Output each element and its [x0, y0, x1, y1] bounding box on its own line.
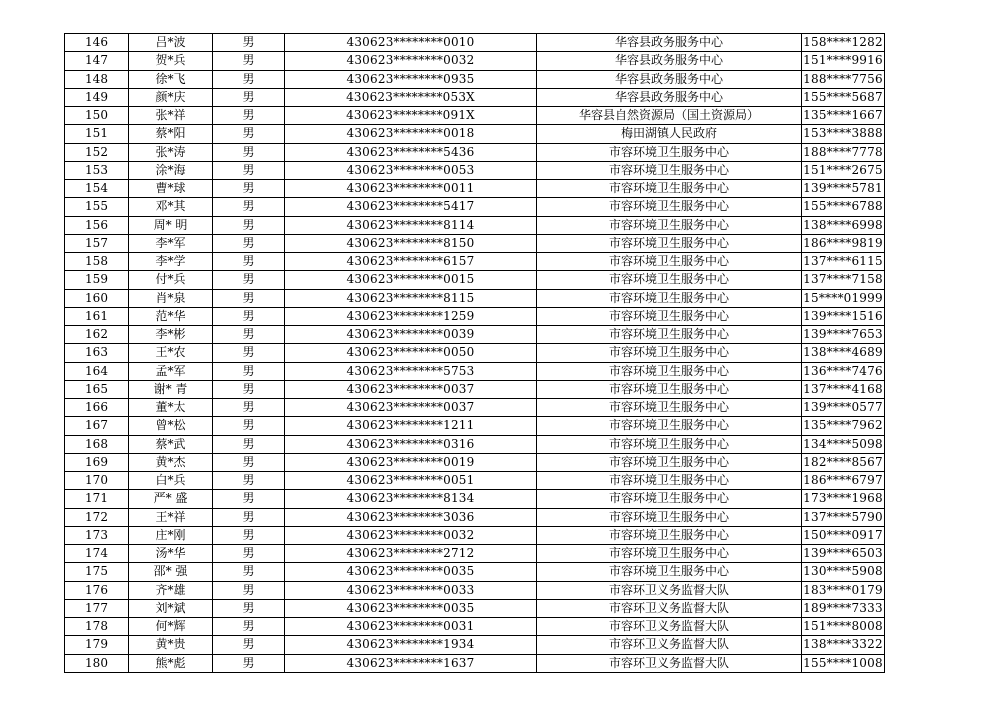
id-number-cell: 430623********0032	[285, 52, 537, 70]
gender-cell: 男	[213, 344, 285, 362]
name-cell: 肖*泉	[129, 289, 213, 307]
id-number-cell: 430623********0039	[285, 326, 537, 344]
organization-cell: 市容环境卫生服务中心	[537, 271, 802, 289]
gender-cell: 男	[213, 88, 285, 106]
name-cell: 吕*波	[129, 34, 213, 52]
phone-cell: 134****5098	[802, 435, 885, 453]
phone-cell: 150****0917	[802, 526, 885, 544]
roster-table-body	[65, 34, 885, 673]
name-cell: 何*辉	[129, 618, 213, 636]
gender-cell: 男	[213, 161, 285, 179]
id-number-cell: 430623********053X	[285, 88, 537, 106]
phone-cell: 183****0179	[802, 581, 885, 599]
table-row	[65, 599, 885, 617]
gender-cell: 男	[213, 70, 285, 88]
gender-cell: 男	[213, 234, 285, 252]
phone-cell: 151****9916	[802, 52, 885, 70]
gender-cell: 男	[213, 526, 285, 544]
phone-cell: 151****2675	[802, 161, 885, 179]
id-number-cell: 430623********0011	[285, 180, 537, 198]
organization-cell: 市容环境卫生服务中心	[537, 417, 802, 435]
row-number-cell: 170	[65, 472, 129, 490]
organization-cell: 市容环境卫生服务中心	[537, 508, 802, 526]
id-number-cell: 430623********0050	[285, 344, 537, 362]
name-cell: 汤*华	[129, 545, 213, 563]
phone-cell: 137****4168	[802, 380, 885, 398]
table-row	[65, 362, 885, 380]
name-cell: 董*太	[129, 399, 213, 417]
name-cell: 曹*球	[129, 180, 213, 198]
name-cell: 王*祥	[129, 508, 213, 526]
table-row	[65, 34, 885, 52]
id-number-cell: 430623********0010	[285, 34, 537, 52]
gender-cell: 男	[213, 180, 285, 198]
name-cell: 周* 明	[129, 216, 213, 234]
name-cell: 邵* 强	[129, 563, 213, 581]
table-row	[65, 654, 885, 672]
table-row	[65, 253, 885, 271]
table-row	[65, 399, 885, 417]
row-number-cell: 153	[65, 161, 129, 179]
id-number-cell: 430623********1211	[285, 417, 537, 435]
id-number-cell: 430623********8114	[285, 216, 537, 234]
name-cell: 黄*贵	[129, 636, 213, 654]
id-number-cell: 430623********0015	[285, 271, 537, 289]
phone-cell: 138****3322	[802, 636, 885, 654]
phone-cell: 186****6797	[802, 472, 885, 490]
id-number-cell: 430623********091X	[285, 107, 537, 125]
row-number-cell: 174	[65, 545, 129, 563]
table-row	[65, 435, 885, 453]
phone-cell: 137****6115	[802, 253, 885, 271]
name-cell: 严* 盛	[129, 490, 213, 508]
name-cell: 付*兵	[129, 271, 213, 289]
phone-cell: 138****6998	[802, 216, 885, 234]
name-cell: 贺*兵	[129, 52, 213, 70]
organization-cell: 市容环卫义务监督大队	[537, 581, 802, 599]
table-row	[65, 107, 885, 125]
id-number-cell: 430623********5436	[285, 143, 537, 161]
organization-cell: 市容环卫义务监督大队	[537, 654, 802, 672]
row-number-cell: 150	[65, 107, 129, 125]
table-row	[65, 198, 885, 216]
name-cell: 王*农	[129, 344, 213, 362]
name-cell: 齐*雄	[129, 581, 213, 599]
row-number-cell: 177	[65, 599, 129, 617]
gender-cell: 男	[213, 107, 285, 125]
table-row	[65, 52, 885, 70]
row-number-cell: 161	[65, 307, 129, 325]
phone-cell: 130****5908	[802, 563, 885, 581]
table-row	[65, 563, 885, 581]
name-cell: 蔡*阳	[129, 125, 213, 143]
id-number-cell: 430623********8115	[285, 289, 537, 307]
phone-cell: 139****5781	[802, 180, 885, 198]
organization-cell: 市容环境卫生服务中心	[537, 143, 802, 161]
table-row	[65, 636, 885, 654]
gender-cell: 男	[213, 417, 285, 435]
phone-cell: 135****1667	[802, 107, 885, 125]
row-number-cell: 162	[65, 326, 129, 344]
phone-cell: 137****7158	[802, 271, 885, 289]
phone-cell: 137****5790	[802, 508, 885, 526]
table-row	[65, 453, 885, 471]
row-number-cell: 156	[65, 216, 129, 234]
organization-cell: 市容环境卫生服务中心	[537, 344, 802, 362]
row-number-cell: 155	[65, 198, 129, 216]
phone-cell: 139****6503	[802, 545, 885, 563]
organization-cell: 市容环卫义务监督大队	[537, 599, 802, 617]
table-row	[65, 380, 885, 398]
gender-cell: 男	[213, 508, 285, 526]
name-cell: 李*军	[129, 234, 213, 252]
gender-cell: 男	[213, 125, 285, 143]
name-cell: 刘*斌	[129, 599, 213, 617]
gender-cell: 男	[213, 253, 285, 271]
table-row	[65, 545, 885, 563]
gender-cell: 男	[213, 654, 285, 672]
id-number-cell: 430623********0053	[285, 161, 537, 179]
gender-cell: 男	[213, 453, 285, 471]
table-row	[65, 234, 885, 252]
organization-cell: 梅田湖镇人民政府	[537, 125, 802, 143]
table-row	[65, 618, 885, 636]
phone-cell: 138****4689	[802, 344, 885, 362]
organization-cell: 市容环境卫生服务中心	[537, 472, 802, 490]
row-number-cell: 148	[65, 70, 129, 88]
name-cell: 孟*军	[129, 362, 213, 380]
row-number-cell: 164	[65, 362, 129, 380]
id-number-cell: 430623********5417	[285, 198, 537, 216]
phone-cell: 158****1282	[802, 34, 885, 52]
row-number-cell: 171	[65, 490, 129, 508]
organization-cell: 市容环境卫生服务中心	[537, 180, 802, 198]
id-number-cell: 430623********0037	[285, 380, 537, 398]
table-row	[65, 307, 885, 325]
gender-cell: 男	[213, 435, 285, 453]
phone-cell: 182****8567	[802, 453, 885, 471]
table-row	[65, 490, 885, 508]
row-number-cell: 167	[65, 417, 129, 435]
id-number-cell: 430623********8150	[285, 234, 537, 252]
name-cell: 熊*彪	[129, 654, 213, 672]
table-row	[65, 70, 885, 88]
row-number-cell: 165	[65, 380, 129, 398]
id-number-cell: 430623********0037	[285, 399, 537, 417]
gender-cell: 男	[213, 636, 285, 654]
gender-cell: 男	[213, 143, 285, 161]
gender-cell: 男	[213, 618, 285, 636]
organization-cell: 市容环境卫生服务中心	[537, 526, 802, 544]
roster-table	[64, 33, 885, 673]
phone-cell: 139****7653	[802, 326, 885, 344]
gender-cell: 男	[213, 563, 285, 581]
organization-cell: 市容环境卫生服务中心	[537, 490, 802, 508]
id-number-cell: 430623********1934	[285, 636, 537, 654]
row-number-cell: 168	[65, 435, 129, 453]
name-cell: 邓*其	[129, 198, 213, 216]
gender-cell: 男	[213, 307, 285, 325]
table-row	[65, 289, 885, 307]
table-row	[65, 508, 885, 526]
organization-cell: 市容环境卫生服务中心	[537, 216, 802, 234]
name-cell: 庄*刚	[129, 526, 213, 544]
table-row	[65, 526, 885, 544]
phone-cell: 188****7756	[802, 70, 885, 88]
organization-cell: 市容环境卫生服务中心	[537, 563, 802, 581]
phone-cell: 136****7476	[802, 362, 885, 380]
gender-cell: 男	[213, 581, 285, 599]
gender-cell: 男	[213, 490, 285, 508]
name-cell: 白*兵	[129, 472, 213, 490]
name-cell: 张*涛	[129, 143, 213, 161]
id-number-cell: 430623********8134	[285, 490, 537, 508]
row-number-cell: 149	[65, 88, 129, 106]
organization-cell: 华容县政务服务中心	[537, 52, 802, 70]
row-number-cell: 176	[65, 581, 129, 599]
organization-cell: 华容县政务服务中心	[537, 34, 802, 52]
table-row	[65, 125, 885, 143]
id-number-cell: 430623********0316	[285, 435, 537, 453]
row-number-cell: 159	[65, 271, 129, 289]
row-number-cell: 146	[65, 34, 129, 52]
phone-cell: 139****1516	[802, 307, 885, 325]
id-number-cell: 430623********0018	[285, 125, 537, 143]
row-number-cell: 160	[65, 289, 129, 307]
gender-cell: 男	[213, 216, 285, 234]
table-row	[65, 417, 885, 435]
gender-cell: 男	[213, 380, 285, 398]
name-cell: 曾*松	[129, 417, 213, 435]
row-number-cell: 163	[65, 344, 129, 362]
phone-cell: 151****8008	[802, 618, 885, 636]
phone-cell: 139****0577	[802, 399, 885, 417]
organization-cell: 华容县政务服务中心	[537, 70, 802, 88]
name-cell: 徐*飞	[129, 70, 213, 88]
organization-cell: 市容环境卫生服务中心	[537, 253, 802, 271]
gender-cell: 男	[213, 362, 285, 380]
table-row	[65, 180, 885, 198]
row-number-cell: 179	[65, 636, 129, 654]
row-number-cell: 151	[65, 125, 129, 143]
id-number-cell: 430623********1637	[285, 654, 537, 672]
phone-cell: 186****9819	[802, 234, 885, 252]
gender-cell: 男	[213, 399, 285, 417]
gender-cell: 男	[213, 198, 285, 216]
phone-cell: 188****7778	[802, 143, 885, 161]
gender-cell: 男	[213, 271, 285, 289]
id-number-cell: 430623********0033	[285, 581, 537, 599]
row-number-cell: 180	[65, 654, 129, 672]
organization-cell: 华容县自然资源局（国土资源局）	[537, 107, 802, 125]
name-cell: 张*祥	[129, 107, 213, 125]
organization-cell: 市容环境卫生服务中心	[537, 161, 802, 179]
name-cell: 范*华	[129, 307, 213, 325]
phone-cell: 155****6788	[802, 198, 885, 216]
id-number-cell: 430623********0035	[285, 563, 537, 581]
phone-cell: 173****1968	[802, 490, 885, 508]
name-cell: 谢* 青	[129, 380, 213, 398]
row-number-cell: 154	[65, 180, 129, 198]
id-number-cell: 430623********0019	[285, 453, 537, 471]
row-number-cell: 166	[65, 399, 129, 417]
id-number-cell: 430623********0035	[285, 599, 537, 617]
id-number-cell: 430623********6157	[285, 253, 537, 271]
row-number-cell: 152	[65, 143, 129, 161]
row-number-cell: 147	[65, 52, 129, 70]
row-number-cell: 172	[65, 508, 129, 526]
organization-cell: 华容县政务服务中心	[537, 88, 802, 106]
id-number-cell: 430623********1259	[285, 307, 537, 325]
organization-cell: 市容环境卫生服务中心	[537, 545, 802, 563]
id-number-cell: 430623********0031	[285, 618, 537, 636]
row-number-cell: 158	[65, 253, 129, 271]
table-row	[65, 472, 885, 490]
gender-cell: 男	[213, 52, 285, 70]
gender-cell: 男	[213, 599, 285, 617]
organization-cell: 市容环境卫生服务中心	[537, 435, 802, 453]
table-row	[65, 326, 885, 344]
organization-cell: 市容环境卫生服务中心	[537, 453, 802, 471]
row-number-cell: 169	[65, 453, 129, 471]
row-number-cell: 175	[65, 563, 129, 581]
organization-cell: 市容环境卫生服务中心	[537, 362, 802, 380]
row-number-cell: 157	[65, 234, 129, 252]
name-cell: 颜*庆	[129, 88, 213, 106]
table-row	[65, 344, 885, 362]
table-row	[65, 581, 885, 599]
organization-cell: 市容环卫义务监督大队	[537, 618, 802, 636]
roster-sheet	[64, 33, 884, 673]
phone-cell: 135****7962	[802, 417, 885, 435]
organization-cell: 市容环境卫生服务中心	[537, 399, 802, 417]
name-cell: 黄*杰	[129, 453, 213, 471]
table-row	[65, 161, 885, 179]
id-number-cell: 430623********0935	[285, 70, 537, 88]
id-number-cell: 430623********5753	[285, 362, 537, 380]
table-row	[65, 143, 885, 161]
organization-cell: 市容环境卫生服务中心	[537, 198, 802, 216]
gender-cell: 男	[213, 289, 285, 307]
gender-cell: 男	[213, 472, 285, 490]
phone-cell: 153****3888	[802, 125, 885, 143]
name-cell: 李*彬	[129, 326, 213, 344]
table-row	[65, 88, 885, 106]
organization-cell: 市容环境卫生服务中心	[537, 289, 802, 307]
organization-cell: 市容环卫义务监督大队	[537, 636, 802, 654]
phone-cell: 155****1008	[802, 654, 885, 672]
id-number-cell: 430623********0051	[285, 472, 537, 490]
gender-cell: 男	[213, 326, 285, 344]
id-number-cell: 430623********0032	[285, 526, 537, 544]
phone-cell: 155****5687	[802, 88, 885, 106]
name-cell: 涂*海	[129, 161, 213, 179]
row-number-cell: 173	[65, 526, 129, 544]
table-row	[65, 216, 885, 234]
phone-cell: 189****7333	[802, 599, 885, 617]
organization-cell: 市容环境卫生服务中心	[537, 307, 802, 325]
gender-cell: 男	[213, 34, 285, 52]
organization-cell: 市容环境卫生服务中心	[537, 380, 802, 398]
gender-cell: 男	[213, 545, 285, 563]
row-number-cell: 178	[65, 618, 129, 636]
organization-cell: 市容环境卫生服务中心	[537, 234, 802, 252]
phone-cell: 15****01999	[802, 289, 885, 307]
id-number-cell: 430623********2712	[285, 545, 537, 563]
id-number-cell: 430623********3036	[285, 508, 537, 526]
organization-cell: 市容环境卫生服务中心	[537, 326, 802, 344]
name-cell: 蔡*武	[129, 435, 213, 453]
table-row	[65, 271, 885, 289]
name-cell: 李*学	[129, 253, 213, 271]
